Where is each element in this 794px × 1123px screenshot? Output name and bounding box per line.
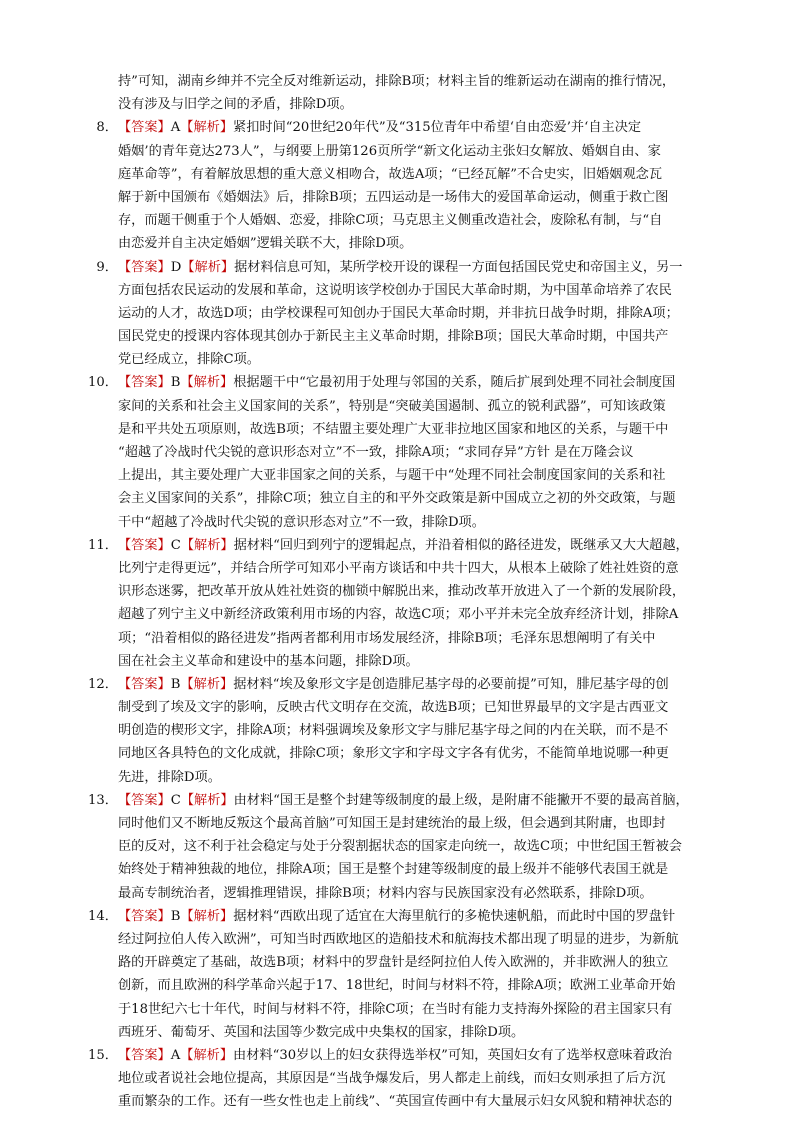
analysis-tag: 【解析】 xyxy=(180,1047,234,1063)
explanation-text: 紧扣时间“20世纪20年代”及“315位青年中希望‘自由恋爱’并‘自主决定 xyxy=(233,120,642,136)
answer-letter: B xyxy=(170,375,181,391)
continued-text-line: 没有涉及与旧学之间的矛盾，排除D项。 xyxy=(118,97,353,113)
question-12-first-line xyxy=(88,673,708,696)
answer-letter: C xyxy=(170,792,181,808)
question-number: 11． xyxy=(88,537,118,553)
analysis-tag: 【解析】 xyxy=(180,908,234,924)
explanation-line: 识形态迷雾，把改革开放从姓社姓资的枷锁中解脱出来，推动改革开放进入了一个新的发展阶段， xyxy=(118,584,686,600)
question-9-first-line xyxy=(88,256,708,279)
analysis-tag: 【解析】 xyxy=(180,120,234,136)
analysis-tag: 【解析】 xyxy=(180,537,234,553)
explanation-line: 婚姻’的青年竟达273人”，与纲要上册第126页所学“新文化运动主张妇女解放、婚姻自由、家 xyxy=(118,143,661,159)
question-8-first-line xyxy=(88,116,708,139)
question-number: 10． xyxy=(88,375,118,391)
explanation-text: 据材料“回归到列宁的逻辑起点，并沿着相似的路径进发，既继承又大大超越， xyxy=(233,537,689,553)
question-15-first-line xyxy=(88,1044,708,1067)
explanation-line: 于18世纪六七十年代，时间与材料不符，排除C项；在当时有能力支持海外探险的君主国家只有 xyxy=(118,1001,673,1017)
answer-tag: 【答案】 xyxy=(118,259,171,275)
explanation-text: 根据题干中“它最初用于处理与邻国的关系，随后扩展到处理不同社会制度国 xyxy=(233,375,676,391)
explanation-line: 运动的人才，故选D项；由学校课程可知创办于国民大革命时期，并非抗日战争时期，排除A项； xyxy=(118,305,679,321)
question-number: 14． xyxy=(88,908,118,924)
answer-tag: 【答案】 xyxy=(118,120,171,136)
question-number: 9． xyxy=(96,259,118,275)
explanation-line: 干中“超越了冷战时代尖锐的意识形态对立”不一致，排除D项。 xyxy=(118,514,485,530)
explanation-line: 解于新中国颁布《婚姻法》后，排除B项；五四运动是一场伟大的爱国革命运动，侧重于救亡图 xyxy=(118,189,669,205)
explanation-line: 党已经成立，排除C项。 xyxy=(118,352,260,368)
answer-letter: A xyxy=(170,120,181,136)
explanation-line: 会主义国家间的关系”，排除C项；独立自主的和平外交政策是新中国成立之初的外交政策，与题 xyxy=(118,491,676,507)
answer-letter: B xyxy=(170,908,181,924)
explanation-line: 国在社会主义革命和建设中的基本问题，排除D项。 xyxy=(118,653,419,669)
explanation-line: 同地区各具特色的文化成就，排除C项；象形文字和字母文字各有优劣，不能简单地说哪一种更 xyxy=(118,746,669,762)
explanation-line: 国民党史的授课内容体现其创办于新民主主义革命时期，排除B项；国民大革命时期，中国共产 xyxy=(118,329,669,345)
answer-tag: 【答案】 xyxy=(118,537,171,553)
continued-text-line: 持”可知，湖南乡绅并不完全反对维新运动，排除B项；材料主旨的维新运动在湖南的推行情况， xyxy=(118,74,676,89)
answer-explanations xyxy=(88,70,708,1113)
explanation-text: 由材料“30岁以上的妇女获得选举权”可知，英国妇女有了选举权意味着政治 xyxy=(233,1047,673,1063)
explanation-line: 项；“沿着相似的路径进发”指两者都利用市场发展经济，排除B项；毛泽东思想阐明了有关中 xyxy=(118,630,656,646)
explanation-line: 同时他们又不断地反叛这个最高首脑”可知国王是封建统治的最上级，但会遇到其附庸，也即封 xyxy=(118,816,666,831)
explanation-line: 臣的反对，这不利于社会稳定与处于分裂割据状态的国家走向统一，故选C项；中世纪国王暂被会 xyxy=(118,839,682,855)
answer-tag: 【答案】 xyxy=(118,676,171,692)
answer-letter: D xyxy=(170,259,182,275)
explanation-line: 西班牙、葡萄牙、英国和法国等少数完成中央集权的国家，排除D项。 xyxy=(118,1024,525,1040)
question-11-first-line xyxy=(88,534,708,557)
answer-letter: C xyxy=(170,537,181,553)
answer-tag: 【答案】 xyxy=(118,908,171,924)
explanation-line: 最高专制统治者，逻辑推理错误，排除B项；材料内容与民族国家没有必然联系，排除D项。 xyxy=(118,885,653,901)
analysis-tag: 【解析】 xyxy=(181,259,235,275)
analysis-tag: 【解析】 xyxy=(180,375,234,391)
explanation-line: 经过阿拉伯人传入欧洲”，可知当时西欧地区的造船技术和航海技术都出现了明显的进步，为新航 xyxy=(118,931,679,947)
explanation-line: 是和平共处五项原则，故选B项；不结盟主要处理广大亚非拉地区国家和地区的关系，与题干中 xyxy=(118,421,669,437)
answer-letter: A xyxy=(170,1047,181,1063)
explanation-line: 家间的关系和社会主义国家间的关系”，特别是“突破美国遏制、孤立的锐利武器”，可知该政策 xyxy=(118,398,666,414)
question-number: 15． xyxy=(88,1047,118,1063)
explanation-text: 由材料“国王是整个封建等级制度的最上级，是附庸不能撇开不要的最高首脑， xyxy=(233,792,689,808)
explanation-line: 地位或者说社会地位提高，其原因是“当战争爆发后，男人都走上前线，而妇女则承担了后方沉 xyxy=(118,1071,666,1087)
explanation-text: 据材料“西欧出现了适宜在大海里航行的多桅快速帆船，而此时中国的罗盘针 xyxy=(233,908,676,924)
answer-tag: 【答案】 xyxy=(118,792,171,808)
explanation-line: 存，而题干侧重于个人婚姻、恋爱，排除C项；马克思主义侧重改造社会，废除私有制，与“自 xyxy=(118,213,663,229)
question-13-first-line xyxy=(88,789,708,812)
explanation-line: 方面包括农民运动的发展和革命，这说明该学校创办于国民大革命时期，为中国革命培养了农民 xyxy=(118,282,672,298)
answer-tag: 【答案】 xyxy=(118,1047,171,1063)
explanation-line: 先进，排除D项。 xyxy=(118,769,221,785)
explanation-line: 创新，而且欧洲的科学革命兴起于17、18世纪，时间与材料不符，排除A项；欧洲工业革命开始 xyxy=(118,978,676,994)
explanation-line: “超越了冷战时代尖锐的意识形态对立”不一致，排除A项；“求同存异”方针 是在万隆会议 xyxy=(118,445,634,460)
question-number: 13． xyxy=(88,792,118,808)
explanation-line: 始终处于精神独裁的地位，排除A项；国王是整个封建等级制度的最上级并不能够代表国王就是 xyxy=(118,862,669,878)
explanation-line: 庭革命等”，有着解放思想的重大意义相吻合，故选A项；“已经瓦解”不合史实，旧婚姻观念瓦 xyxy=(118,166,663,182)
explanation-text: 据材料“埃及象形文字是创造腓尼基字母的必要前提”可知，腓尼基字母的创 xyxy=(233,676,669,692)
explanation-line: 明创造的楔形文字，排除A项；材料强调埃及象形文字与腓尼基字母之间的内在关联，而不是不 xyxy=(118,723,669,739)
explanation-line: 制受到了埃及文字的影响，反映古代文明存在交流，故选B项；已知世界最早的文字是古西亚文 xyxy=(118,700,669,716)
answer-letter: B xyxy=(170,676,181,692)
explanation-line: 由恋爱并自主决定婚姻”逻辑关联不大，排除D项。 xyxy=(118,236,413,252)
analysis-tag: 【解析】 xyxy=(180,792,234,808)
explanation-line: 路的开辟奠定了基础，故选B项；材料中的罗盘针是经阿拉伯人传入欧洲的，并非欧洲人的独立 xyxy=(118,955,669,971)
explanation-line: 上提出，其主要处理广大亚非国家之间的关系，与题干中“处理不同社会制度国家间的关系和社 xyxy=(118,468,666,484)
explanation-line: 超越了列宁主义中新经济政策利用市场的内容，故选C项；邓小平并未完全放弃经济计划，排除A xyxy=(118,607,679,623)
question-number: 12． xyxy=(88,676,118,692)
question-number: 8． xyxy=(96,120,118,136)
analysis-tag: 【解析】 xyxy=(180,676,234,692)
explanation-text: 据材料信息可知，某所学校开设的课程一方面包括国民党史和帝国主义，另一 xyxy=(234,259,683,275)
answer-tag: 【答案】 xyxy=(118,375,171,391)
question-14-first-line xyxy=(88,905,708,928)
explanation-line: 比列宁走得更远”，并结合所学可知邓小平南方谈话和中共十四大，从根本上破除了姓社姓资的意 xyxy=(118,560,679,576)
explanation-line: 重而繁杂的工作。还有一些女性也走上前线”、“英国宣传画中有大量展示妇女风貌和精神状态的 xyxy=(118,1094,673,1110)
question-10-first-line xyxy=(88,371,708,394)
